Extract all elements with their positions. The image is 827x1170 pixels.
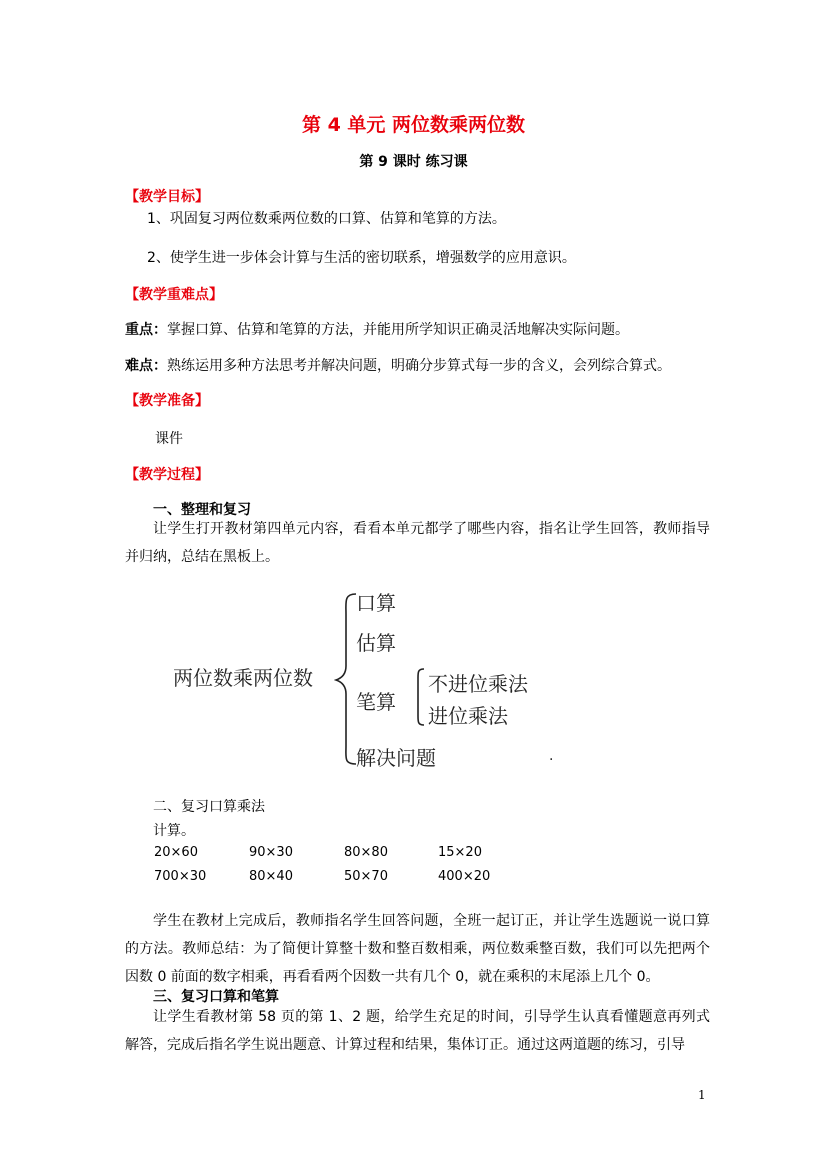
calc-item: 400×20 — [438, 869, 491, 884]
part2-paragraph: 学生在教材上完成后，教师指名学生回答问题，全班一起订正，并让学生选题说一说口算的方法。教师总结：为了简便计算整十数和整百数相乘，两位数乘整百数，我们可以先把两个因数 0 前面的数字相乘，再看看两个因数一共有几个 0，就在乘积的末尾添上几个 0。 — [125, 913, 710, 985]
calc-item: 700×30 — [154, 869, 207, 884]
diagram-branch-problem: 解决问题 — [356, 746, 436, 770]
diagram-sub-carry: 进位乘法 — [428, 704, 508, 728]
diagram-branch-mental: 口算 — [356, 591, 396, 615]
preparation-text: 课件 — [155, 431, 183, 447]
diagram-dot: . — [549, 748, 554, 764]
difficulty-text: 熟练运用多种方法思考并解决问题，明确分步算式每一步的含义，会列综合算式。 — [167, 358, 671, 374]
diagram-root: 两位数乘两位数 — [173, 666, 313, 690]
key-points-heading: 【教学重难点】 — [125, 287, 223, 303]
goals-heading: 【教学目标】 — [125, 189, 209, 205]
key-point-label: 重点： — [125, 322, 167, 338]
part2-heading: 二、复习口算乘法 — [153, 799, 265, 815]
diagram-branch-estimate: 估算 — [356, 631, 396, 655]
diagram-branch-written: 笔算 — [356, 690, 396, 714]
diagram-sub-no-carry: 不进位乘法 — [428, 672, 528, 696]
difficulty-line — [125, 355, 671, 375]
part1-paragraph: 让学生打开教材第四单元内容，看看本单元都学了哪些内容，指名让学生回答，教师指导并归纳，总结在黑板上。 — [125, 521, 710, 565]
calc-item: 20×60 — [154, 845, 198, 860]
calc-item: 80×80 — [344, 845, 388, 860]
calc-item: 80×40 — [249, 869, 293, 884]
diagram-sub-brace — [412, 666, 428, 728]
key-point-text: 掌握口算、估算和笔算的方法，并能用所学知识正确灵活地解决实际问题。 — [167, 322, 629, 338]
key-point-line — [125, 319, 629, 339]
goal-item-2: 2、使学生进一步体会计算与生活的密切联系，增强数学的应用意识。 — [147, 250, 576, 266]
part1-heading: 一、整理和复习 — [153, 502, 251, 518]
calc-item: 50×70 — [344, 869, 388, 884]
part3-paragraph: 让学生看教材第 58 页的第 1、2 题，给学生充足的时间，引导学生认真看懂题意再列式解答，完成后指名学生说出题意、计算过程和结果，集体订正。通过这两道题的练习，引导 — [125, 1009, 710, 1053]
page-number: 1 — [698, 1088, 706, 1102]
calc-item: 90×30 — [249, 845, 293, 860]
preparation-heading: 【教学准备】 — [125, 393, 209, 409]
part2-intro: 计算。 — [153, 823, 195, 839]
process-heading: 【教学过程】 — [125, 467, 209, 483]
page-title: 第 4 单元 两位数乘两位数 — [301, 114, 526, 136]
lesson-subtitle: 第 9 课时 练习课 — [359, 154, 468, 170]
difficulty-label: 难点： — [125, 358, 167, 374]
calc-item: 15×20 — [438, 845, 482, 860]
goal-item-1: 1、巩固复习两位数乘两位数的口算、估算和笔算的方法。 — [147, 211, 506, 227]
part3-heading: 三、复习口算和笔算 — [153, 989, 279, 1005]
